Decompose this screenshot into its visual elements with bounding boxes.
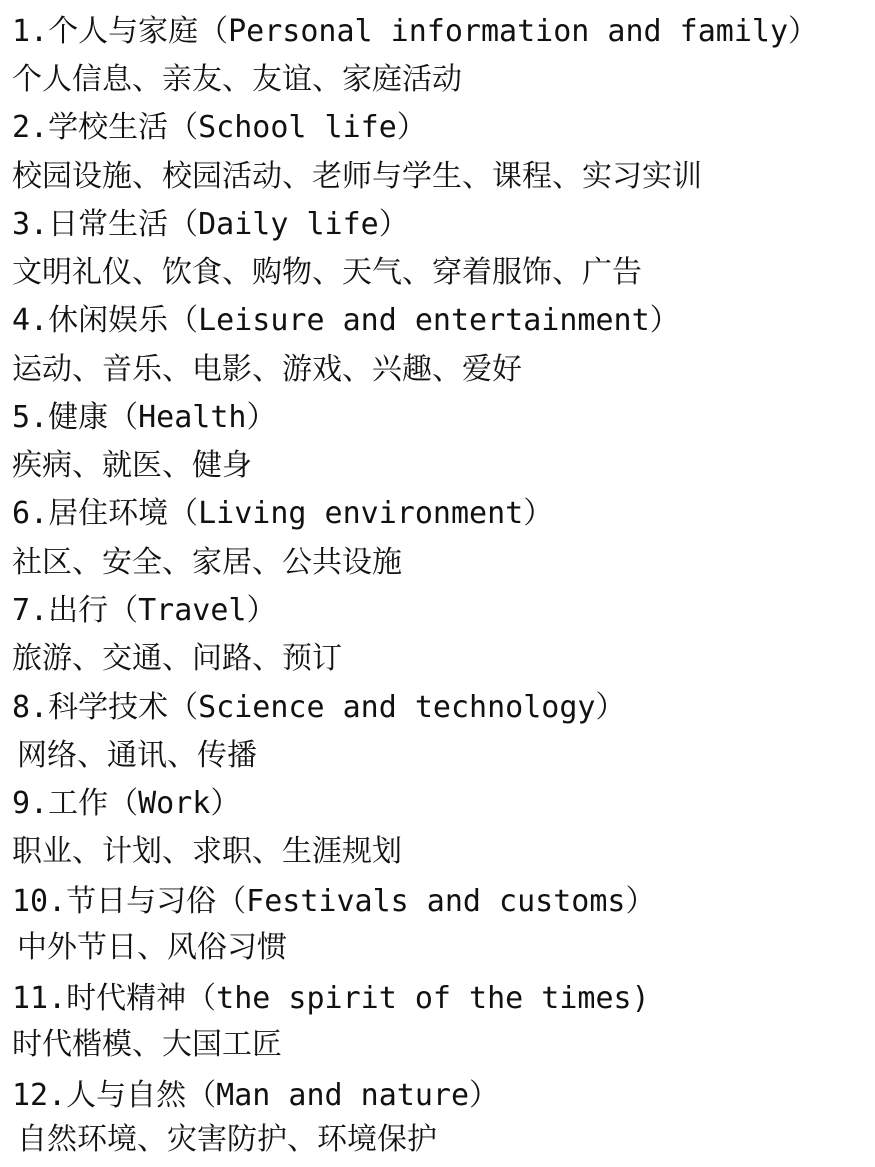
topic-subtopics: 疾病、就医、健身 <box>12 448 252 483</box>
topic-title: 12.人与自然（Man and nature） <box>12 1078 500 1113</box>
topic-subtopics: 旅游、交通、问路、预订 <box>12 641 342 676</box>
topic-subtopics: 网络、通讯、传播 <box>17 738 257 773</box>
topic-title: 2.学校生活（School life） <box>12 110 427 145</box>
topic-subtopics: 校园设施、校园活动、老师与学生、课程、实习实训 <box>12 159 702 194</box>
topic-title: 9.工作（Work） <box>12 786 241 821</box>
topic-title: 1.个人与家庭（Personal information and family） <box>12 14 819 49</box>
topic-subtopics: 中外节日、风俗习惯 <box>17 930 287 965</box>
topic-subtopics: 文明礼仪、饮食、购物、天气、穿着服饰、广告 <box>12 255 642 290</box>
topic-title: 6.居住环境（Living environment） <box>12 496 554 531</box>
topic-subtopics: 时代楷模、大国工匠 <box>12 1027 282 1062</box>
topic-title: 4.休闲娱乐（Leisure and entertainment） <box>12 303 680 338</box>
topic-title: 11.时代精神（the spirit of the times) <box>12 981 650 1016</box>
topic-title: 8.科学技术（Science and technology） <box>12 690 626 725</box>
topic-subtopics: 个人信息、亲友、友谊、家庭活动 <box>12 62 462 97</box>
topic-title: 5.健康（Health） <box>12 400 277 435</box>
topic-subtopics: 社区、安全、家居、公共设施 <box>12 545 402 580</box>
topic-subtopics: 运动、音乐、电影、游戏、兴趣、爱好 <box>12 352 522 387</box>
topic-title: 3.日常生活（Daily life） <box>12 207 409 242</box>
topic-subtopics: 自然环境、灾害防护、环境保护 <box>17 1122 437 1157</box>
topic-subtopics: 职业、计划、求职、生涯规划 <box>12 834 402 869</box>
topic-title: 10.节日与习俗（Festivals and customs） <box>12 884 656 919</box>
topic-title: 7.出行（Travel） <box>12 593 277 628</box>
